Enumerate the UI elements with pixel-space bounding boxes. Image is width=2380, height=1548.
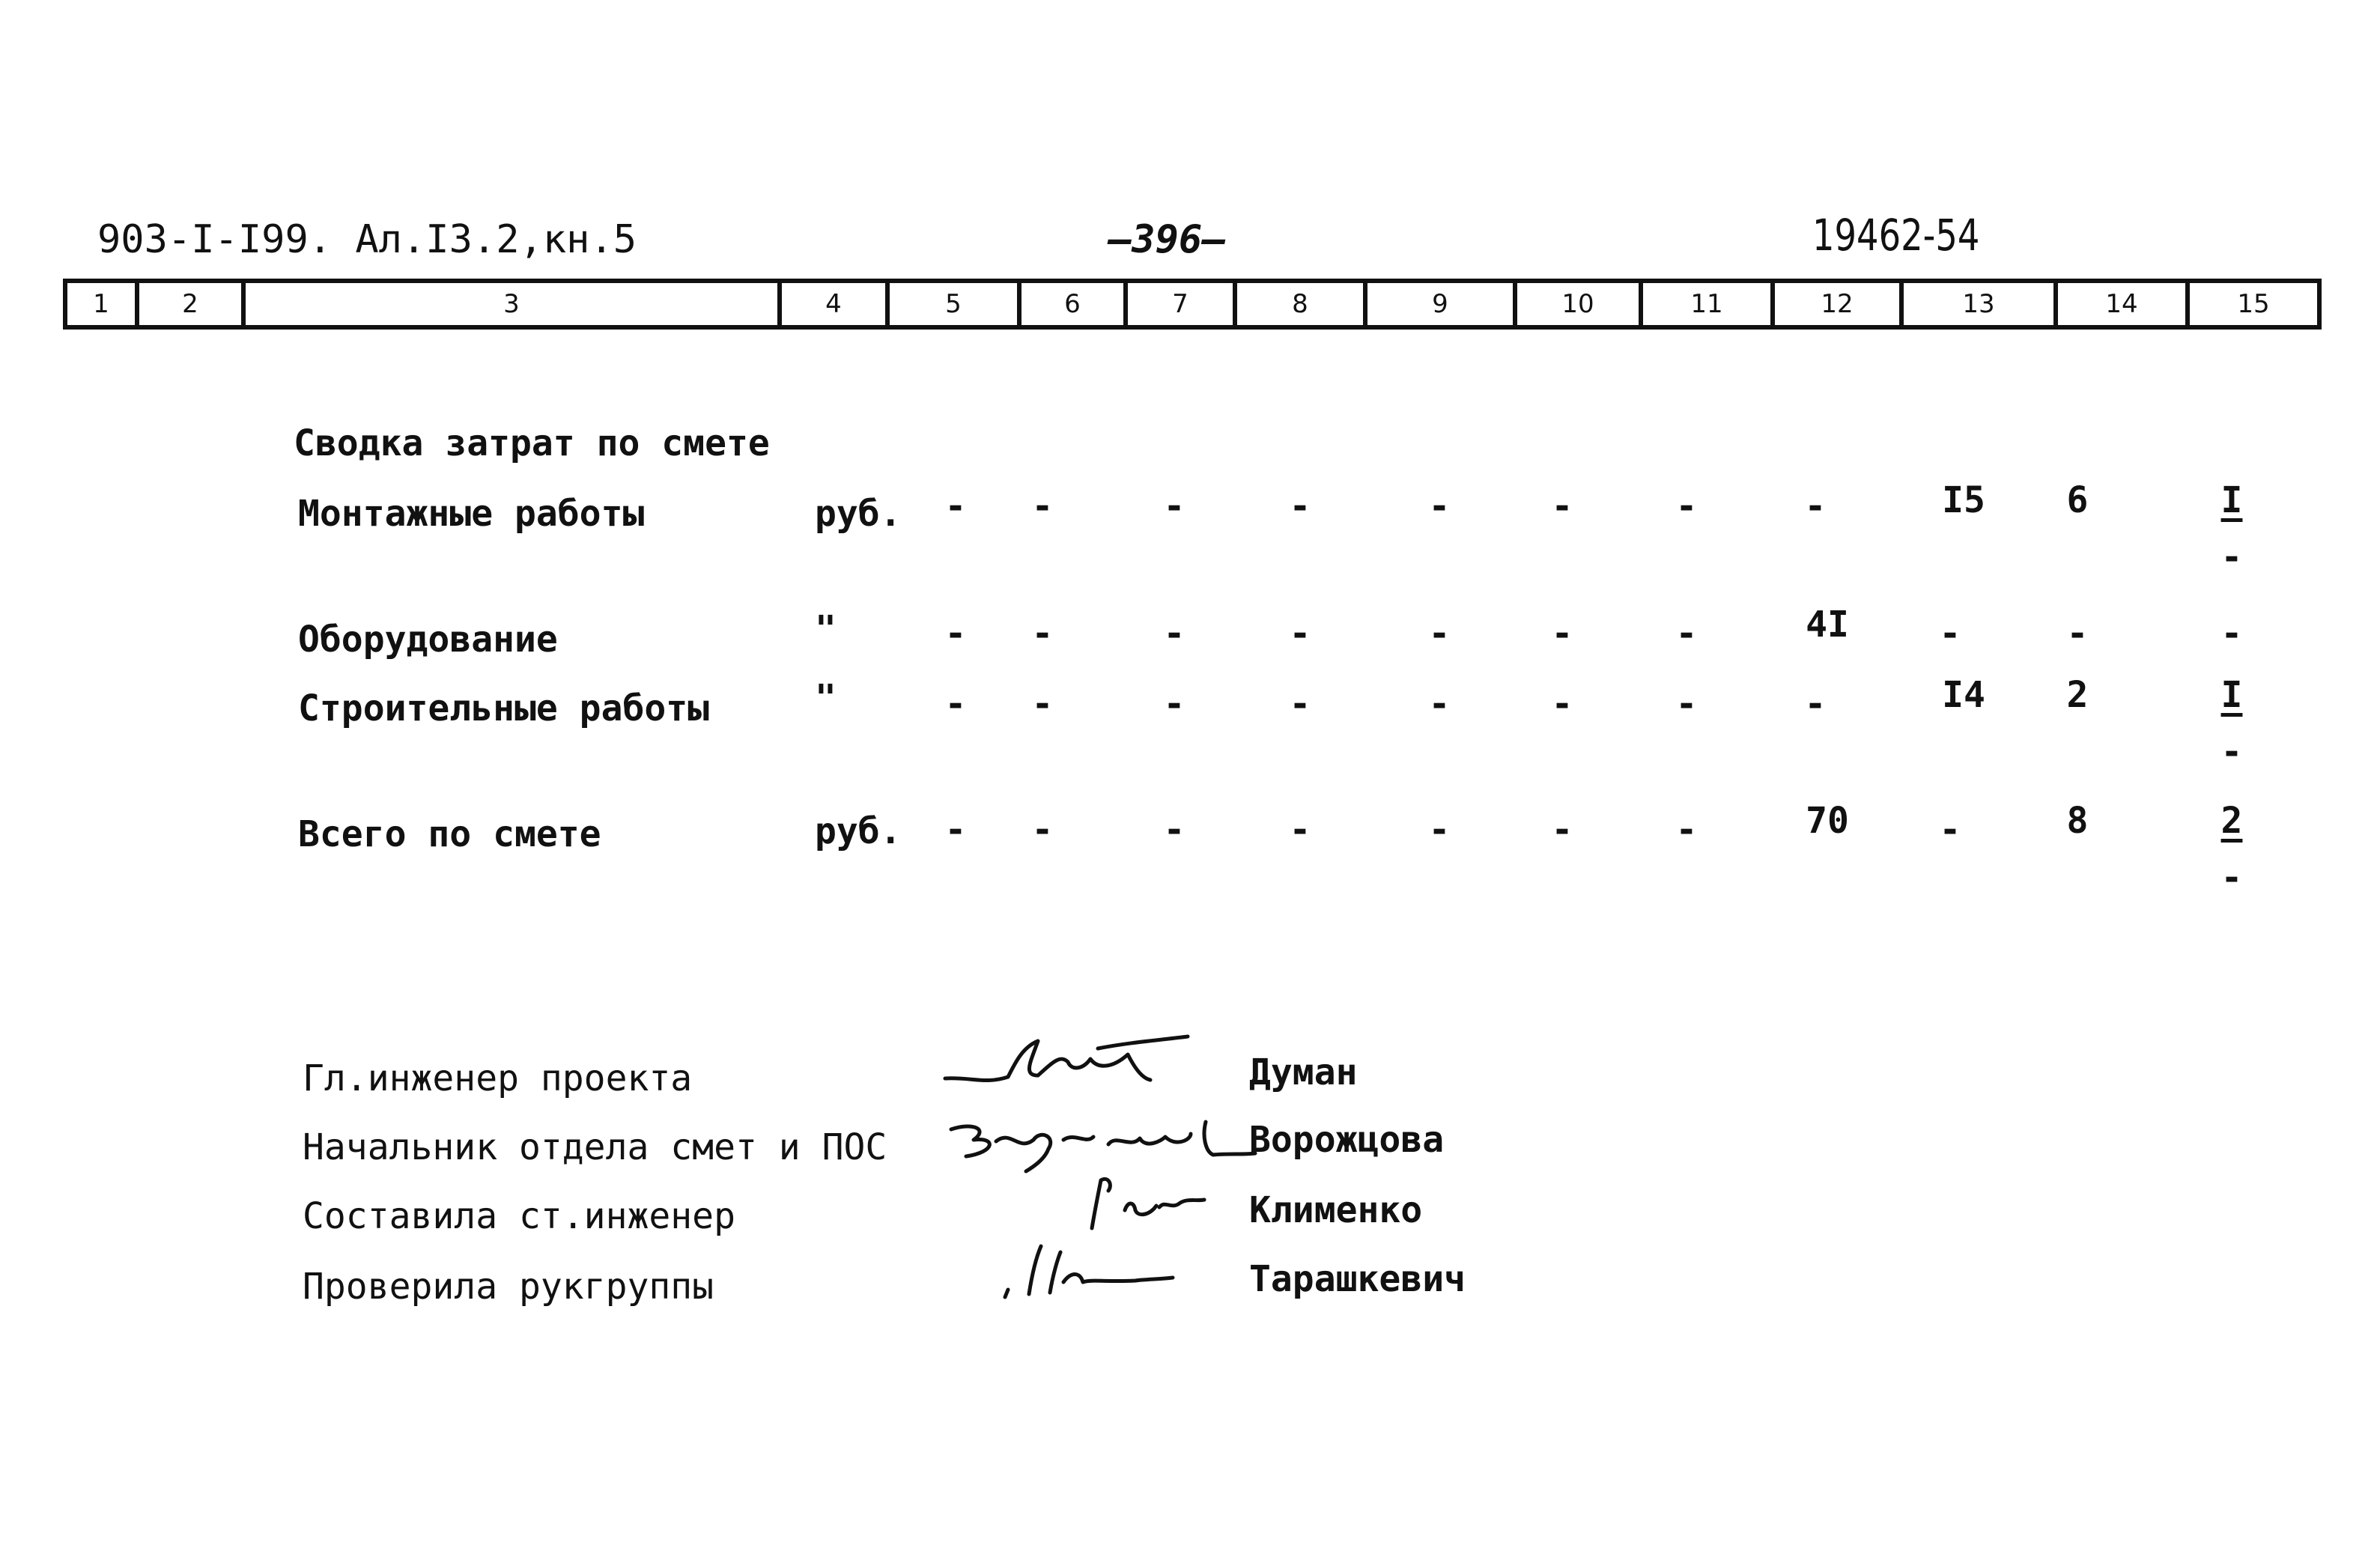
reference-number: 19462-54	[1812, 210, 1980, 261]
column-number: 13	[1901, 281, 2056, 327]
column-number: 12	[1773, 281, 1901, 327]
row-cell: -	[1031, 613, 1054, 655]
row-cell: -	[2066, 613, 2089, 655]
row-cell: -	[1163, 485, 1186, 527]
signature-name: Думан	[1249, 1051, 1358, 1093]
signature-mark-vorozhtsova	[944, 1107, 1258, 1174]
row-cell: -	[1551, 683, 1573, 725]
signature-mark-klimenko	[1078, 1165, 1213, 1240]
row-cell: 2	[2066, 674, 2089, 716]
row-cell-sub: -	[2220, 536, 2243, 578]
column-number: 14	[2056, 281, 2188, 327]
column-header-row	[65, 281, 2319, 327]
row-unit: руб.	[815, 810, 902, 852]
signature-role: Гл.инженер проекта	[303, 1057, 693, 1099]
row-cell: I	[2220, 674, 2243, 716]
row-cell-sub: -	[2220, 731, 2243, 773]
row-cell: -	[1289, 809, 1311, 851]
row-cell: -	[1551, 485, 1573, 527]
column-number: 6	[1019, 281, 1126, 327]
row-cell-sub: -	[2220, 857, 2243, 899]
row-label: Монтажные работы	[298, 493, 645, 535]
row-unit: руб.	[815, 493, 902, 535]
row-cell: -	[1428, 809, 1451, 851]
document-code: 903-I-I99. Ал.I3.2,кн.5	[97, 217, 637, 262]
row-cell: -	[944, 809, 967, 851]
signature-role: Проверила рукгруппы	[303, 1266, 714, 1308]
page-number: —396—	[1108, 217, 1226, 262]
row-cell: I5	[1942, 479, 1985, 521]
row-cell: I	[2220, 479, 2243, 521]
column-number: 1	[65, 281, 137, 327]
row-cell: -	[944, 613, 967, 655]
row-cell: -	[1428, 485, 1451, 527]
row-cell: -	[1289, 613, 1311, 655]
column-number: 9	[1365, 281, 1515, 327]
column-number: 15	[2188, 281, 2319, 327]
row-cell: -	[1031, 485, 1054, 527]
column-number: 11	[1641, 281, 1773, 327]
column-number: 2	[137, 281, 243, 327]
row-cell: 8	[2066, 800, 2089, 842]
row-cell: -	[1163, 809, 1186, 851]
row-cell: I4	[1942, 674, 1985, 716]
row-cell: -	[944, 683, 967, 725]
signature-name: Ворожцова	[1249, 1119, 1445, 1161]
signature-name: Клименко	[1249, 1189, 1423, 1231]
row-cell: -	[944, 485, 967, 527]
signature-mark-duman	[941, 1032, 1195, 1099]
summary-title: Сводка затрат по смете	[294, 422, 770, 464]
column-number: 5	[887, 281, 1019, 327]
row-cell: -	[1675, 485, 1698, 527]
signature-role: Начальник отдела смет и ПОС	[303, 1126, 887, 1168]
row-cell: -	[1289, 485, 1311, 527]
row-unit: "	[815, 677, 837, 719]
row-cell: -	[1163, 683, 1186, 725]
row-cell: -	[1675, 809, 1698, 851]
column-header-table	[63, 279, 2322, 330]
row-cell: 4I	[1806, 604, 1849, 646]
row-cell: -	[1428, 613, 1451, 655]
row-cell: -	[1804, 485, 1827, 527]
row-cell: -	[1289, 683, 1311, 725]
row-cell: -	[1031, 683, 1054, 725]
row-cell: -	[1939, 809, 1961, 851]
row-label: Всего по смете	[298, 813, 601, 855]
row-cell: -	[1551, 613, 1573, 655]
row-cell: -	[1675, 613, 1698, 655]
row-cell: 6	[2066, 479, 2089, 521]
row-cell: 70	[1806, 800, 1849, 842]
row-cell: -	[1551, 809, 1573, 851]
column-number: 10	[1515, 281, 1641, 327]
row-cell: -	[1163, 613, 1186, 655]
row-label: Строительные работы	[298, 688, 710, 729]
column-number: 8	[1235, 281, 1365, 327]
row-cell: -	[1031, 809, 1054, 851]
signature-name: Тарашкевич	[1249, 1258, 1466, 1300]
row-cell: -	[1939, 613, 1961, 655]
column-number: 3	[243, 281, 780, 327]
row-cell: -	[1675, 683, 1698, 725]
column-number: 7	[1126, 281, 1235, 327]
row-unit: "	[815, 608, 837, 650]
row-label: Оборудование	[298, 619, 558, 661]
row-cell: -	[1428, 683, 1451, 725]
row-cell: 2	[2220, 800, 2243, 842]
row-cell: -	[1804, 683, 1827, 725]
column-number: 4	[780, 281, 887, 327]
row-cell: -	[2220, 613, 2243, 655]
signature-role: Составила ст.инженер	[303, 1195, 735, 1237]
signature-mark-tarashkevich	[996, 1230, 1176, 1305]
